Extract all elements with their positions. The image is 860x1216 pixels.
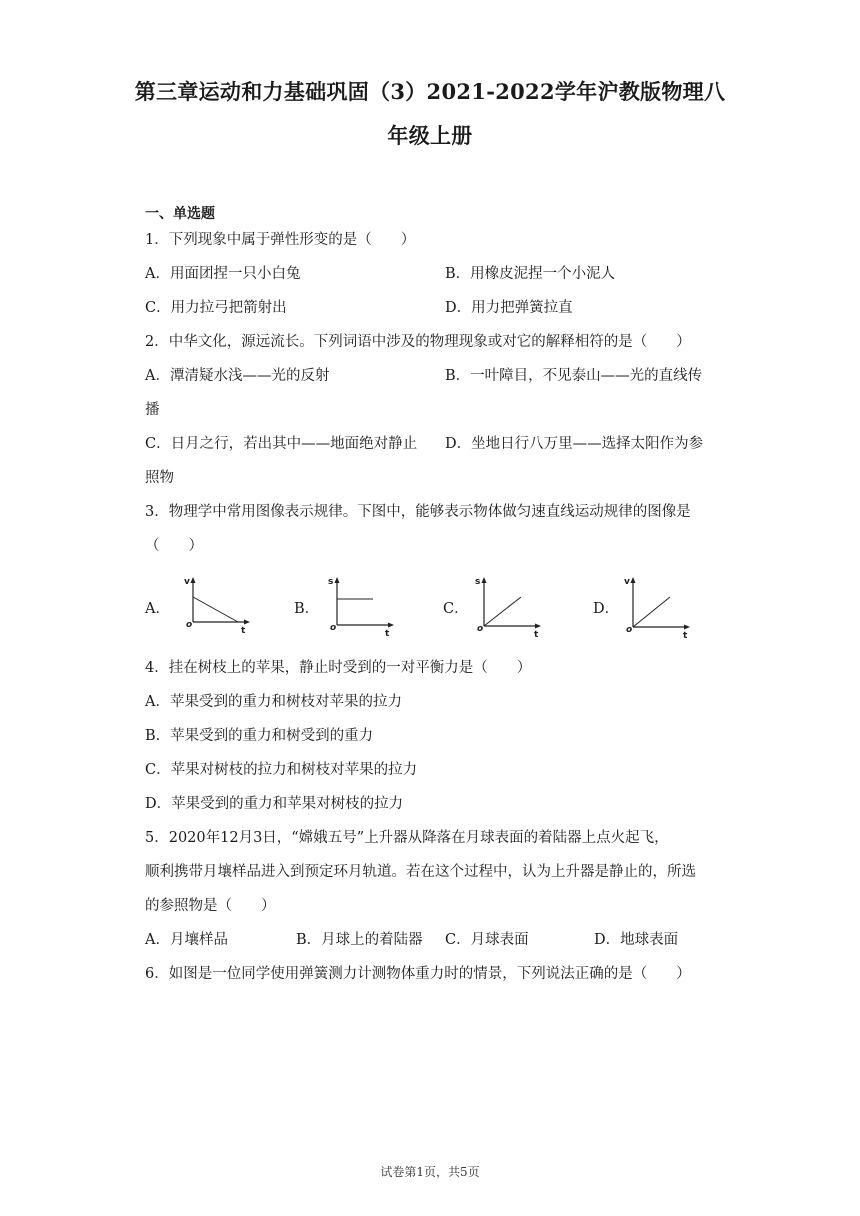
q3-option-d: D．: [593, 601, 620, 617]
q3-stem-cont: （ ）: [145, 538, 203, 554]
q4-option-c: C．苹果对树枝的拉力和树枝对苹果的拉力: [145, 762, 418, 778]
q2-option-b-cont: 播: [145, 402, 160, 418]
graph-d-ylabel: v: [624, 577, 630, 587]
q5-stem-cont-1: 顺利携带月壤样品进入到预定环月轨道。若在这个过程中，认为上升器是静止的，所选: [145, 864, 696, 880]
q4-option-d: D．苹果受到的重力和苹果对树枝的拉力: [145, 796, 404, 812]
q3-graph-c: [474, 575, 546, 639]
q2-option-a: A．潭清疑水浅——光的反射: [145, 368, 330, 384]
page-footer: 试卷第1页，共5页: [380, 1165, 480, 1179]
q3-option-a: A．: [145, 601, 170, 617]
graph-c-origin: o: [477, 624, 484, 634]
q4-stem: 4．挂在树枝上的苹果，静止时受到的一对平衡力是（ ）: [145, 660, 532, 676]
title-line-2: 年级上册: [387, 123, 473, 148]
q3-option-b: B．: [294, 601, 320, 617]
graph-b-xlabel: t: [385, 629, 390, 639]
graph-a-ylabel: v: [184, 577, 190, 587]
q1-option-c: C．用力拉弓把箭射出: [145, 300, 287, 316]
q1-option-b: B．用橡皮泥捏一个小泥人: [445, 266, 616, 282]
q2-stem: 2．中华文化，源远流长。下列词语中涉及的物理现象或对它的解释相符的是（ ）: [145, 334, 691, 350]
section-heading: 一、单选题: [145, 206, 215, 222]
graph-c-xlabel: t: [534, 630, 539, 640]
q3-graph-d: [623, 575, 695, 639]
q1-option-a: A．用面团捏一只小白兔: [145, 266, 301, 282]
q5-option-c: C．月球表面: [445, 932, 529, 948]
q6-stem: 6．如图是一位同学使用弹簧测力计测物体重力时的情景，下列说法正确的是（ ）: [145, 966, 691, 982]
q3-graph-a: [183, 575, 255, 639]
graph-b-origin: o: [330, 623, 337, 633]
graph-c-ylabel: s: [475, 577, 481, 587]
q4-option-a: A．苹果受到的重力和树枝对苹果的拉力: [145, 694, 402, 710]
q5-stem: 5．2020年12月3日，“嫦娥五号”上升器从降落在月球表面的着陆器上点火起飞，: [145, 830, 669, 846]
graph-a-origin: o: [186, 620, 193, 630]
q3-graph-b: [327, 575, 399, 639]
q2-option-c: C．日月之行，若出其中——地面绝对静止: [145, 436, 418, 452]
q2-option-b: B．一叶障目，不见泰山——光的直线传: [445, 368, 703, 384]
q5-stem-cont-2: 的参照物是（ ）: [145, 898, 276, 914]
q5-option-a: A．月壤样品: [145, 932, 228, 948]
q1-stem: 1．下列现象中属于弹性形变的是（ ）: [145, 232, 416, 248]
q4-option-b: B．苹果受到的重力和树受到的重力: [145, 728, 374, 744]
title-line-1: 第三章运动和力基础巩固（3）2021-2022学年沪教版物理八: [134, 79, 726, 104]
graph-d-xlabel: t: [683, 631, 688, 641]
q1-option-d: D．用力把弹簧拉直: [445, 300, 573, 316]
q5-option-d: D．地球表面: [594, 932, 679, 948]
q3-option-c: C．: [443, 601, 469, 617]
q2-option-d-cont: 照物: [145, 470, 174, 486]
q5-option-b: B．月球上的着陆器: [296, 932, 423, 948]
graph-d-origin: o: [626, 625, 633, 635]
graph-b-ylabel: s: [328, 577, 334, 587]
graph-a-xlabel: t: [241, 626, 246, 636]
q2-option-d: D．坐地日行八万里——选择太阳作为参: [445, 436, 704, 452]
q3-stem: 3．物理学中常用图像表示规律。下图中，能够表示物体做匀速直线运动规律的图像是: [145, 504, 691, 520]
